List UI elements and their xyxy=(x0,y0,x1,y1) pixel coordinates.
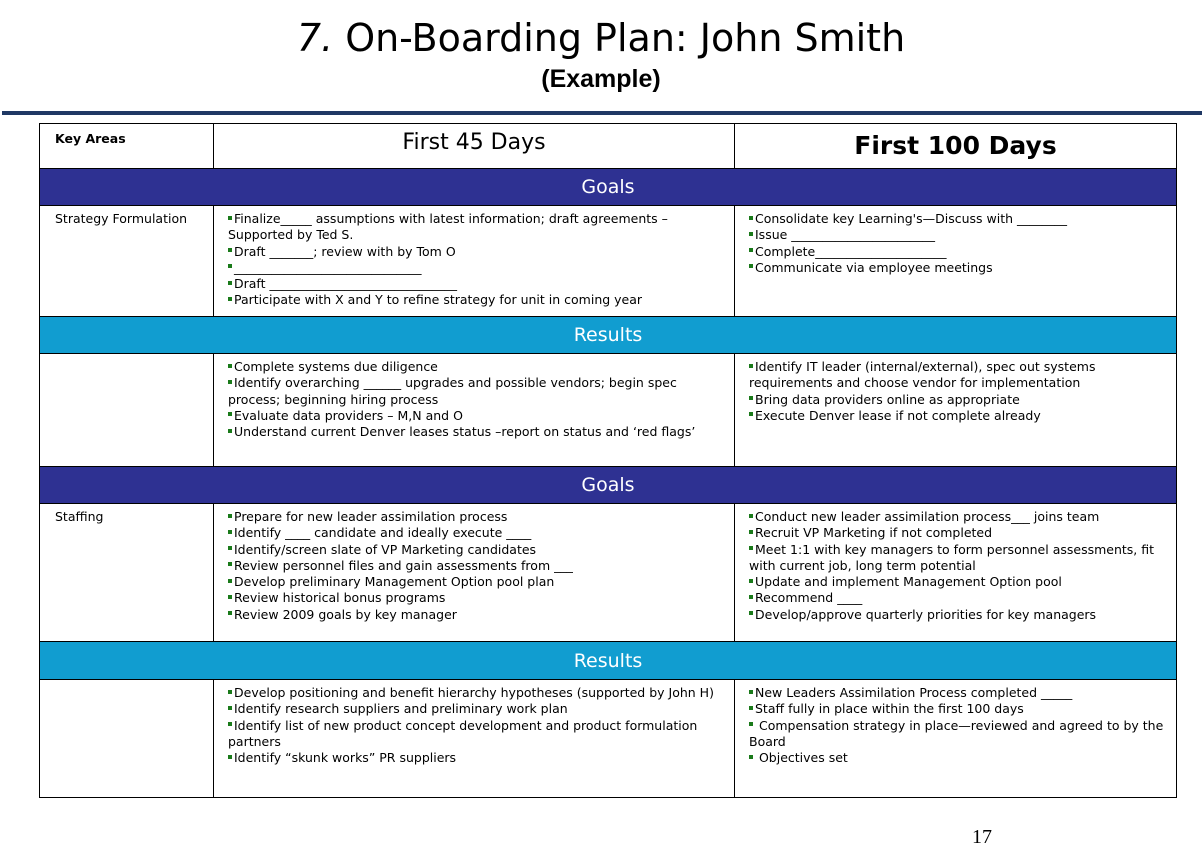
strategy-results-band-row xyxy=(40,317,1177,354)
bullet-item: Develop preliminary Management Option pool plan xyxy=(228,574,722,590)
staffing-results-100 xyxy=(735,680,1177,798)
bullet-item: ______________________________ xyxy=(228,260,722,276)
bullet-item: Update and implement Management Option pool xyxy=(749,574,1164,590)
bullet-list xyxy=(214,680,734,770)
bullet-item: Complete_____________________ xyxy=(749,244,1164,260)
onboarding-plan-table xyxy=(39,123,1177,798)
title-text: On-Boarding Plan: John Smith xyxy=(345,16,906,60)
key-area-strategy: Strategy Formulation xyxy=(40,206,214,317)
bullet-list xyxy=(735,206,1176,280)
bullet-item: Identify ____ candidate and ideally execute ____ xyxy=(228,525,722,541)
strategy-goals-45 xyxy=(214,206,735,317)
bullet-item: Draft _______; review with by Tom O xyxy=(228,244,722,260)
staffing-goals-row xyxy=(40,504,1177,642)
staffing-results-band-row xyxy=(40,642,1177,680)
strategy-goals-row xyxy=(40,206,1177,317)
page-subtitle: (Example) xyxy=(541,65,661,93)
staffing-results-45 xyxy=(214,680,735,798)
strategy-goals-band-row xyxy=(40,169,1177,206)
bullet-list xyxy=(214,504,734,627)
bullet-item: Draft ______________________________ xyxy=(228,276,722,292)
key-area-blank xyxy=(40,354,214,467)
bullet-item: Conduct new leader assimilation process___ joins team xyxy=(749,509,1164,525)
staffing-goals-band-row xyxy=(40,467,1177,504)
bullet-item: Complete systems due diligence xyxy=(228,359,722,375)
header-first-45-days: First 45 Days xyxy=(214,124,735,169)
bullet-list xyxy=(735,680,1176,770)
strategy-results-row xyxy=(40,354,1177,467)
bullet-item: Develop/approve quarterly priorities for key managers xyxy=(749,607,1164,623)
bullet-list xyxy=(214,206,734,313)
bullet-list xyxy=(214,354,734,444)
bullet-item: Meet 1:1 with key managers to form personnel assessments, fit with current job, long term potential xyxy=(749,542,1164,575)
bullet-item: Bring data providers online as appropriate xyxy=(749,392,1164,408)
bullet-item: Participate with X and Y to refine strategy for unit in coming year xyxy=(228,292,722,308)
bullet-item: Communicate via employee meetings xyxy=(749,260,1164,276)
header-row xyxy=(40,124,1177,169)
bullet-item: Recruit VP Marketing if not completed xyxy=(749,525,1164,541)
bullet-item: Staff fully in place within the first 100 days xyxy=(749,701,1164,717)
results-band: Results xyxy=(40,317,1177,354)
page-number: 17 xyxy=(972,826,992,848)
bullet-item: Develop positioning and benefit hierarchy hypotheses (supported by John H) xyxy=(228,685,722,701)
page-title xyxy=(0,14,1202,62)
bullet-item: Identify IT leader (internal/external), spec out systems requirements and choose vendor for implementation xyxy=(749,359,1164,392)
strategy-results-100 xyxy=(735,354,1177,467)
header-key-areas: Key Areas xyxy=(40,124,214,169)
strategy-goals-100 xyxy=(735,206,1177,317)
results-band: Results xyxy=(40,642,1177,680)
bullet-item: Recommend ____ xyxy=(749,590,1164,606)
bullet-item: Prepare for new leader assimilation process xyxy=(228,509,722,525)
bullet-item: Evaluate data providers – M,N and O xyxy=(228,408,722,424)
bullet-item: Review 2009 goals by key manager xyxy=(228,607,722,623)
bullet-item: Identify “skunk works” PR suppliers xyxy=(228,750,722,766)
strategy-results-45 xyxy=(214,354,735,467)
bullet-item: Review historical bonus programs xyxy=(228,590,722,606)
bullet-item: Finalize_____ assumptions with latest information; draft agreements – Supported by Ted S. xyxy=(228,211,722,244)
bullet-item: Objectives set xyxy=(749,750,1164,766)
key-area-blank xyxy=(40,680,214,798)
bullet-list xyxy=(735,354,1176,428)
staffing-goals-100 xyxy=(735,504,1177,642)
bullet-item: Review personnel files and gain assessments from ___ xyxy=(228,558,722,574)
bullet-item: Understand current Denver leases status –report on status and ‘red flags’ xyxy=(228,424,722,440)
goals-band: Goals xyxy=(40,467,1177,504)
bullet-item: Identify list of new product concept development and product formulation partners xyxy=(228,718,722,751)
bullet-item: Consolidate key Learning's—Discuss with ________ xyxy=(749,211,1164,227)
bullet-item: Identify overarching ______ upgrades and possible vendors; begin spec process; beginning hiring process xyxy=(228,375,722,408)
bullet-item: Identify/screen slate of VP Marketing candidates xyxy=(228,542,722,558)
staffing-goals-45 xyxy=(214,504,735,642)
title-divider xyxy=(2,111,1202,115)
bullet-item: Issue _______________________ xyxy=(749,227,1164,243)
goals-band: Goals xyxy=(40,169,1177,206)
bullet-list xyxy=(735,504,1176,627)
bullet-item: Compensation strategy in place—reviewed and agreed to by the Board xyxy=(749,717,1164,749)
bullet-item: New Leaders Assimilation Process completed _____ xyxy=(749,685,1164,701)
bullet-item: Identify research suppliers and preliminary work plan xyxy=(228,701,722,717)
staffing-results-row xyxy=(40,680,1177,798)
title-number: 7. xyxy=(296,16,334,60)
header-first-100-days: First 100 Days xyxy=(735,124,1177,169)
key-area-staffing: Staffing xyxy=(40,504,214,642)
bullet-item: Execute Denver lease if not complete already xyxy=(749,408,1164,424)
